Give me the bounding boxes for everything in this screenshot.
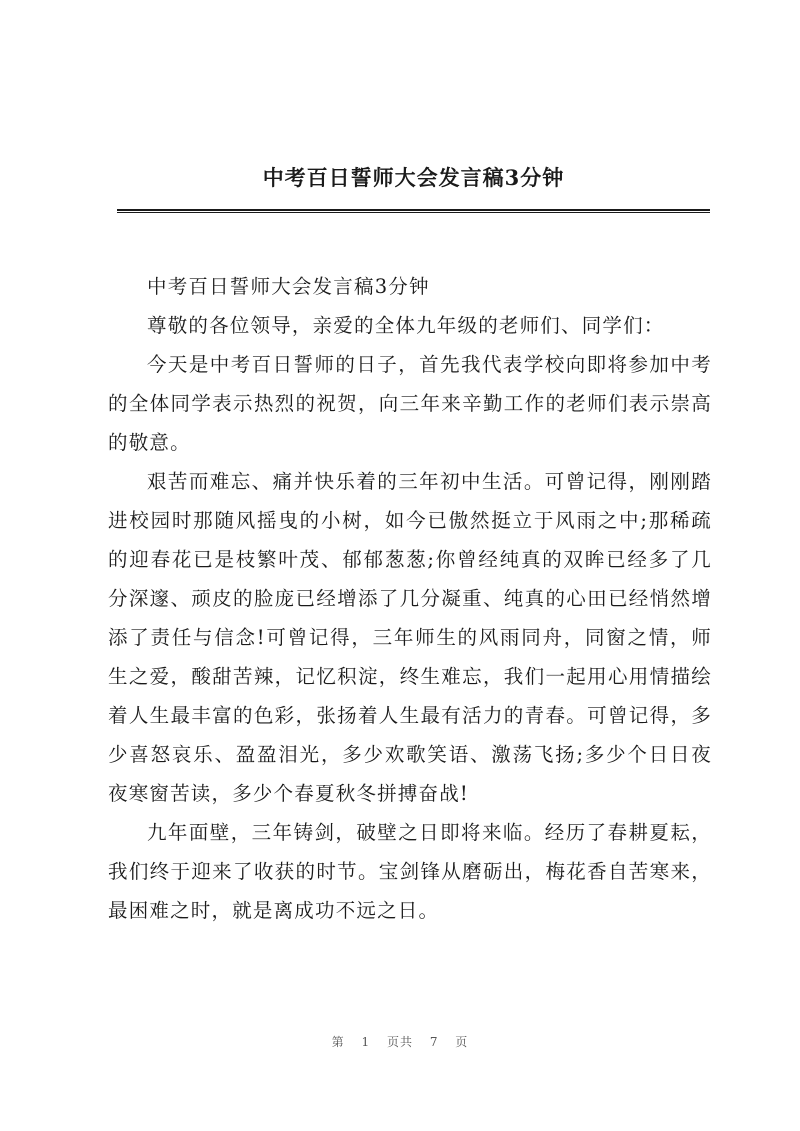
- subtitle-paragraph: 中考百日誓师大会发言稿3分钟: [147, 275, 430, 298]
- page-prefix: 第: [331, 1035, 345, 1049]
- page-mid: 页共: [386, 1035, 413, 1049]
- page-number: 1: [361, 1035, 371, 1049]
- salutation-paragraph: 尊敬的各位领导，亲爱的全体九年级的老师们、同学们：: [147, 314, 665, 337]
- page-total: 7: [429, 1035, 439, 1049]
- title-divider: [117, 209, 710, 213]
- body-paragraph: 今天是中考百日誓师的日子，首先我代表学校向即将参加中考的全体同学表示热烈的祝贺，向三年来辛勤工作的老师们表示崇高的敬意。: [108, 353, 712, 454]
- document-title: 中考百日誓师大会发言稿3分钟: [262, 165, 565, 190]
- page-footer: [0, 1033, 800, 1050]
- body-paragraph: 艰苦而难忘、痛并快乐着的三年初中生活。可曾记得，刚刚踏进校园时那随风摇曳的小树，如今已傲然挺立于风雨之中;那稀疏的迎春花已是枝繁叶茂、郁郁葱葱;你曾经纯真的双眸已经多了几分深邃、顽皮的脸庞已经增添了几分凝重、纯真的心田已经悄然增添了责任与信念!可曾记得，三年师生的风雨同舟，同窗之情，师生之爱，酸甜苦辣，记忆积淀，终生难忘，我们一起用心用情描绘着人生最丰富的色彩，张扬着人生最有活力的青春。可曾记得，多少喜怒哀乐、盈盈泪光，多少欢歌笑语、激荡飞扬;多少个日日夜夜寒窗苦读，多少个春夏秋冬拼搏奋战!: [108, 470, 712, 805]
- document-body: [108, 267, 712, 930]
- body-paragraph: 九年面壁，三年铸剑，破壁之日即将来临。经历了春耕夏耘，我们终于迎来了收获的时节。宝剑锋从磨砺出，梅花香自苦寒来，最困难之时，就是离成功不远之日。: [108, 821, 712, 922]
- page-suffix: 页: [455, 1035, 469, 1049]
